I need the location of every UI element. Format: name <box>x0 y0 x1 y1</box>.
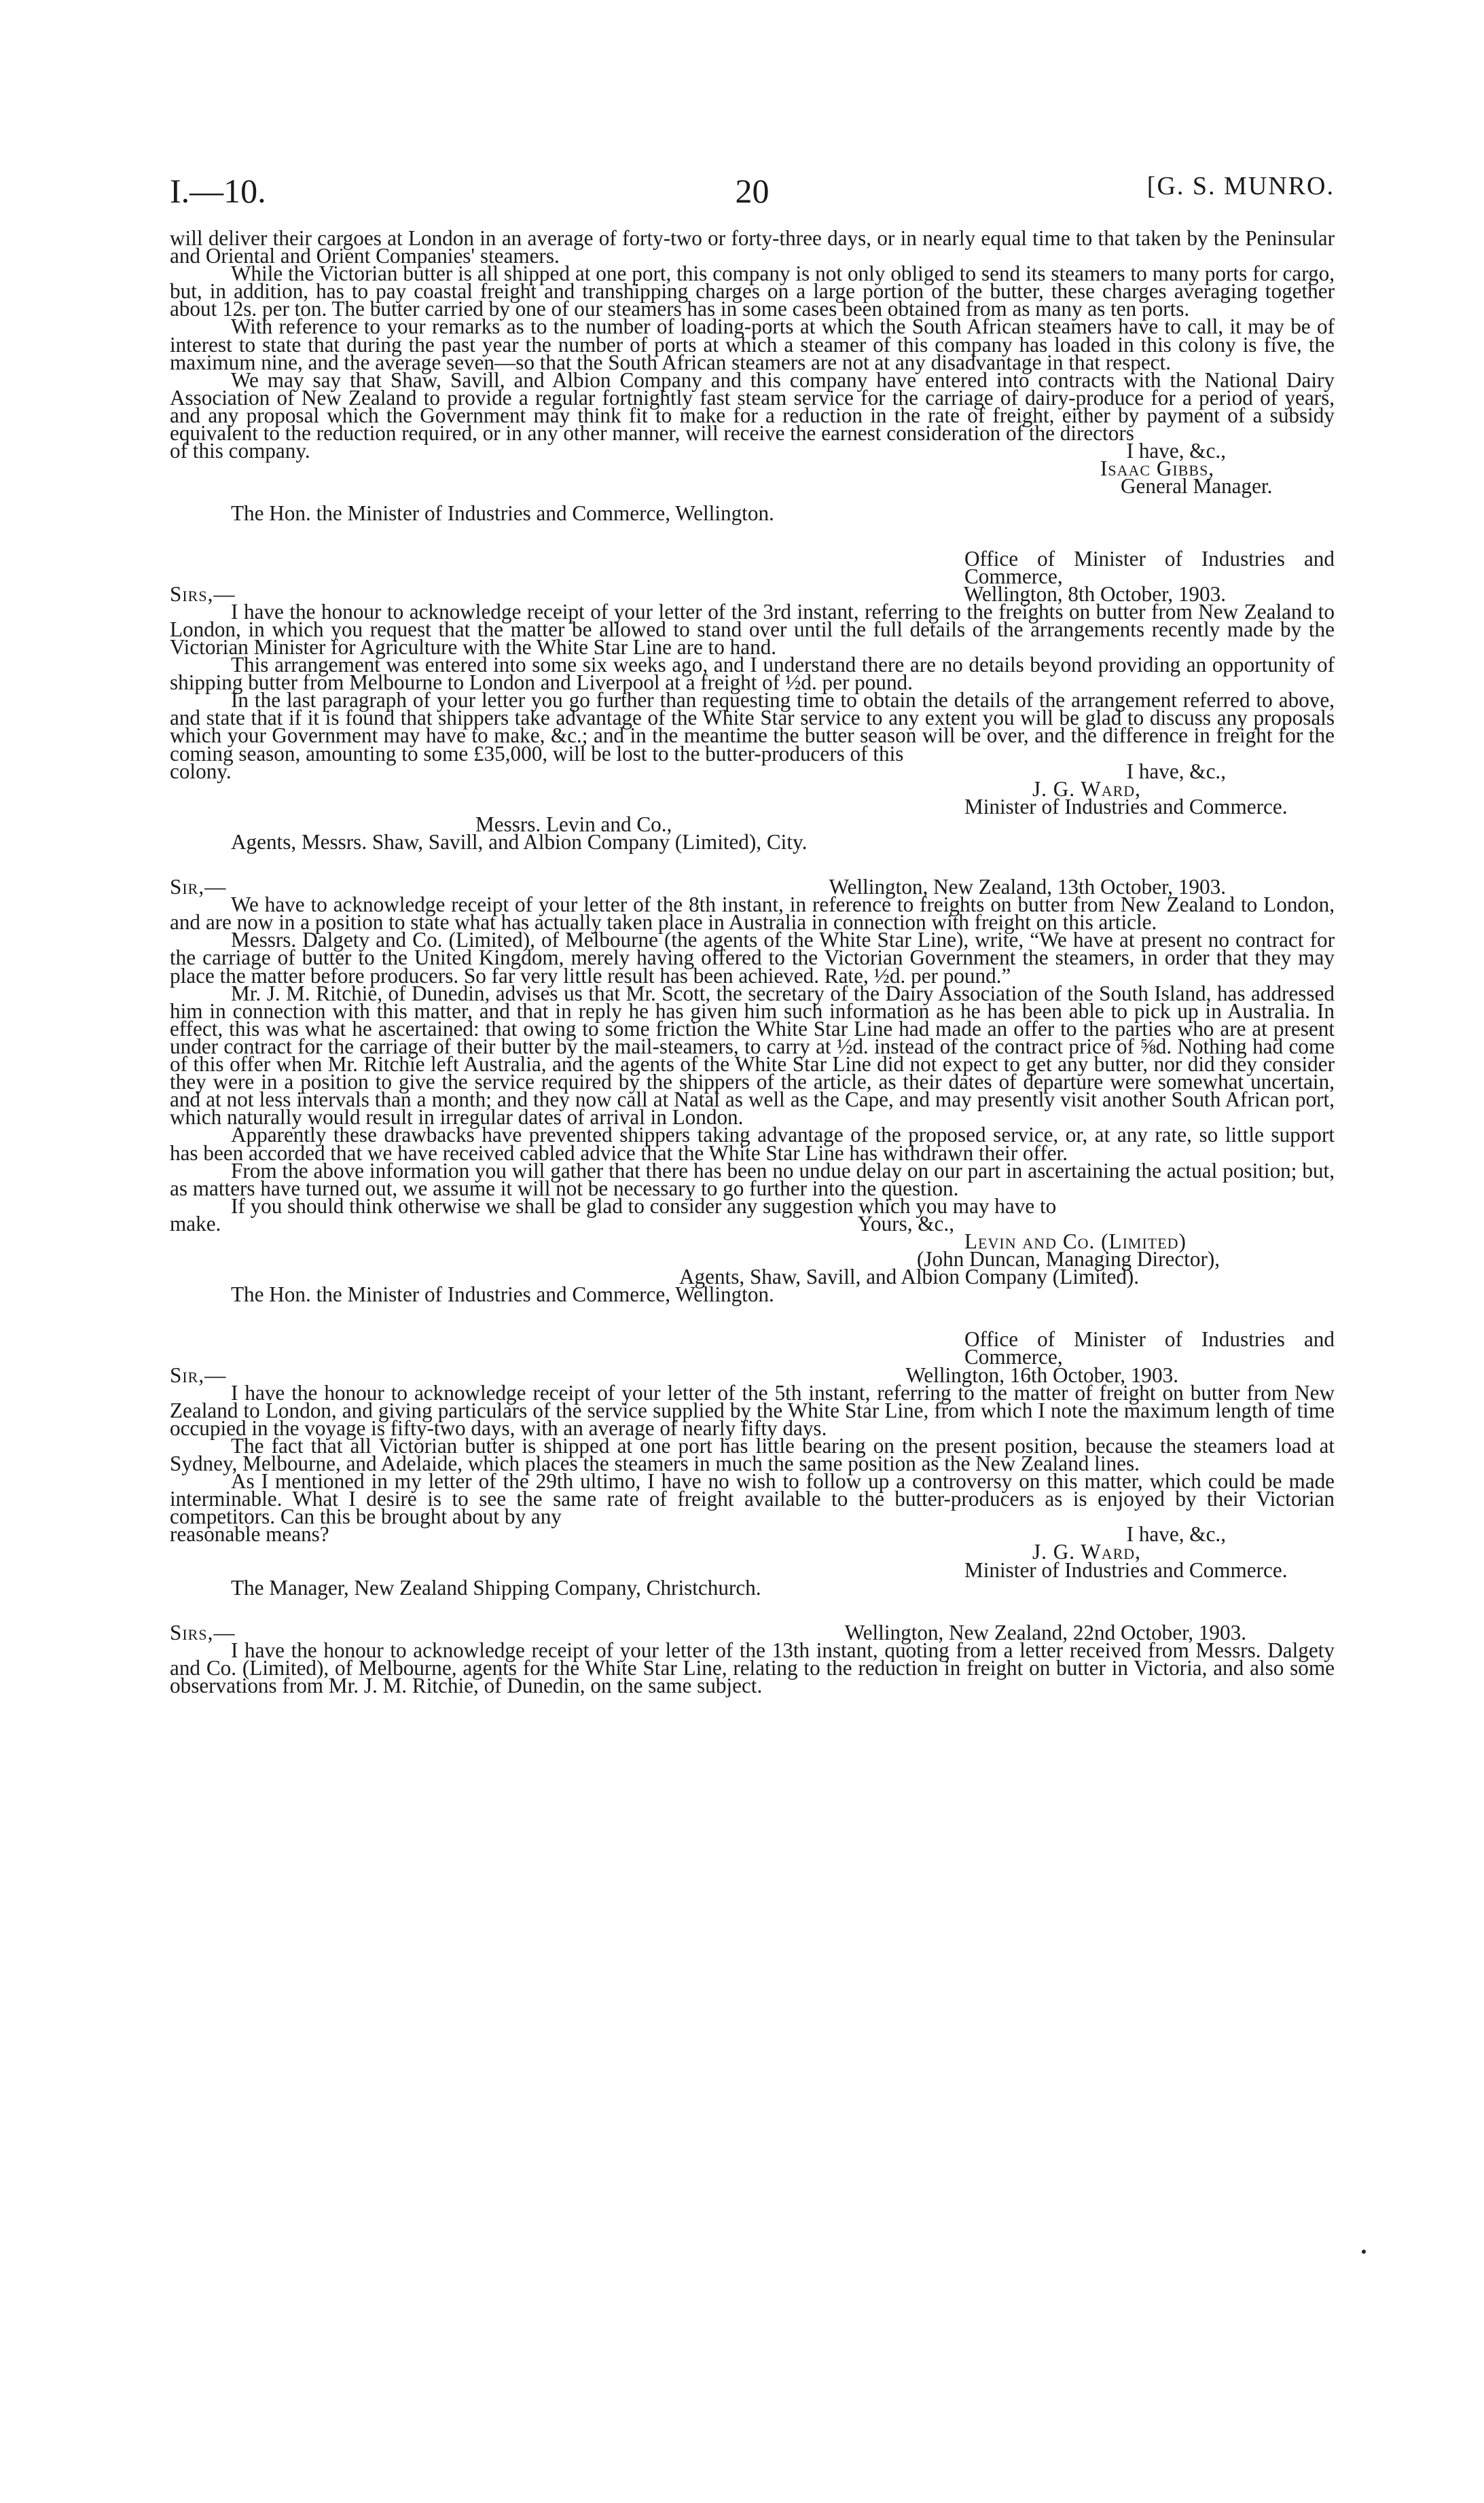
stray-mark <box>1362 2250 1366 2254</box>
office-line: Office of Minister of Industries and Commerce, <box>964 1327 1335 1369</box>
addressee: The Hon. the Minister of Industries and Commerce, Wellington. <box>231 501 774 526</box>
paragraph: I have the honour to acknowledge receipt of your letter of the 5th instant, referring to the matter of freight on butter from New Zealand to London, and giving particulars of the service supplied by the White Star Line, from which I note the maximum length of time occupied in the voyage is fifty-two days, with an average of nearly fifty days. <box>170 1380 1335 1440</box>
paragraph: As I mentioned in my letter of the 29th ultimo, I have no wish to follow up a controversy on this matter, which could be made interminable. What I desire is to see the same rate of freight available to the butter-producers as is enjoyed by their Victorian competitors. Can this be brought about by any <box>170 1469 1335 1529</box>
parliamentary-paper-number: I.—10. <box>170 172 266 210</box>
body-text <box>170 226 1335 1698</box>
closing-lead: reasonable means? <box>170 1522 329 1547</box>
paragraph: We may say that Shaw, Savill, and Albion Company and this company have entered into contracts with the National Dairy Association of New Zealand to provide a regular fortnightly fast steam service for the carriage of dairy-produce for a period of years, and any proposal which the Government may think fit to make for a reduction in the rate of freight, either by payment of a subsidy equivalent to the reduction required, or in any other manner, will receive the earnest consideration of the directors <box>170 367 1335 446</box>
place-date: Wellington, New Zealand, 13th October, 1903. <box>829 875 1226 899</box>
addressee: Agents, Messrs. Shaw, Savill, and Albion Company (Limited), City. <box>231 830 808 854</box>
closing-lead: make. <box>170 1211 221 1236</box>
closing: I have, &c., <box>1126 439 1226 463</box>
salutation: Sir,— <box>170 875 227 899</box>
paragraph: I have the honour to acknowledge receipt of your letter of the 3rd instant, referring to the freights on butter from New Zealand to London, in which you request that the matter be allowed to stand over until the full details of the arrangements recently made by the Victorian Minister for Agriculture with the White Star Line are to hand. <box>170 599 1335 659</box>
place-date: Wellington, 8th October, 1903. <box>963 581 1226 606</box>
salutation: Sirs,— <box>170 581 236 606</box>
paragraph: Messrs. Dalgety and Co. (Limited), of Melbourne (the agents of the White Star Line), write, “We have at present no contract for the carriage of butter to the United Kingdom, merely having offered to the Victorian Government the steamers, in order that they may place the matter before producers. So far very little result has been achieved. Rate, ½d. per pound.” <box>170 928 1335 988</box>
paragraph: Apparently these drawbacks have prevented shippers taking advantage of the proposed service, or, at any rate, so little support has been accorded that we have received cabled advice that the White Star Line has withdrawn their offer. <box>170 1123 1335 1165</box>
paragraph: If you should think otherwise we shall be glad to consider any suggestion which you may have to <box>231 1193 1057 1218</box>
addressee: The Hon. the Minister of Industries and Commerce, Wellington. <box>231 1282 774 1307</box>
paragraph: will deliver their cargoes at London in an average of forty-two or forty-three days, or in nearly equal time to that taken by the Peninsular and Oriental and Orient Companies' steamers. <box>170 226 1335 268</box>
addressee: The Manager, New Zealand Shipping Company, Christchurch. <box>231 1575 761 1600</box>
closing-line <box>170 759 1335 783</box>
place-date: Wellington, 16th October, 1903. <box>905 1363 1178 1387</box>
signature-line: (John Duncan, Managing Director), <box>917 1247 1220 1272</box>
paragraph: This arrangement was entered into some six weeks ago, and I understand there are no details beyond providing an opportunity of shipping butter from Melbourne to London and Liverpool at a freight of ½d. per pound. <box>170 653 1335 695</box>
section-author: [G. S. MUNRO. <box>1146 172 1335 200</box>
page-header <box>170 171 1335 212</box>
salutation: Sir,— <box>170 1363 227 1387</box>
closing-lead: of this company. <box>170 439 310 463</box>
page-number: 20 <box>735 172 770 210</box>
signature-title: Minister of Industries and Commerce. <box>964 794 1288 818</box>
signature-line: Agents, Shaw, Savill, and Albion Company (Limited). <box>679 1265 1140 1289</box>
signature-title: Minister of Industries and Commerce. <box>964 1557 1288 1582</box>
closing: I have, &c., <box>1126 1522 1226 1547</box>
paragraph: We have to acknowledge receipt of your letter of the 8th instant, in reference to freights on butter from New Zealand to London, and are now in a position to state what has actually taken place in Australia in connection with freight on this article. <box>170 893 1335 935</box>
office-line: Office of Minister of Industries and Commerce, <box>964 546 1335 588</box>
paragraph: Mr. J. M. Ritchie, of Dunedin, advises us that Mr. Scott, the secretary of the Dairy Association of the South Island, has addressed him in connection with this matter, and that in reply he has given him such information as he has been able to pick up in Australia. In effect, this was what he ascertained: that owing to some friction the White Star Line had made an offer to the parties who are at present under contract for the carriage of their butter by the mail-steamers, to carry at ½d. instead of the contract price of ⅝d. Nothing had come of this offer when Mr. Ritchie left Australia, and the agents of the White Star Line did not expect to get any butter, nor did they consider they were in a position to give the service required by the shippers of the article, as their dates of departure were somewhat uncertain, and at not less intervals than a month; and they now call at Natal as well as the Cape, and may presently visit another South African port, which naturally would result in irregular dates of arrival in London. <box>170 981 1335 1130</box>
signature-title: General Manager. <box>1121 474 1273 499</box>
closing-lead: colony. <box>170 759 232 783</box>
paragraph: With reference to your remarks as to the number of loading-ports at which the South African steamers have to call, it may be of interest to state that during the past year the number of ports at which a steamer of this company has loaded in this colony is five, the maximum nine, and the average seven—so that the South African steamers are not at any disadvantage in that respect. <box>170 314 1335 374</box>
paragraph: The fact that all Victorian butter is shipped at one port has little bearing on the present position, because the steamers load at Sydney, Melbourne, and Adelaide, which places the steamers in much the same position as the New Zealand lines. <box>170 1433 1335 1475</box>
paragraph: In the last paragraph of your letter you go further than requesting time to obtain the details of the arrangement referred to above, and state that if it is found that shippers take advantage of the White Star service to any extent you will be glad to discuss any proposals which your Government may have to make, &c.; and in the meantime the butter season will be over, and the difference in freight for the coming season, amounting to some £35,000, will be lost to the butter-producers of this <box>170 688 1335 766</box>
closing: I have, &c., <box>1126 759 1226 783</box>
closing-line <box>170 1522 1335 1547</box>
signature: J. G. Ward, <box>1032 1540 1141 1564</box>
closing: Yours, &c., <box>857 1211 954 1236</box>
place-date: Wellington, New Zealand, 22nd October, 1903. <box>844 1620 1246 1644</box>
signature: Isaac Gibbs, <box>1100 456 1215 481</box>
paragraph: I have the honour to acknowledge receipt of your letter of the 13th instant, quoting from a letter received from Messrs. Dalgety and Co. (Limited), of Melbourne, agents for the White Star Line, relating to the reduction in freight on butter in Victoria, and also some observations from Mr. J. M. Ritchie, of Dunedin, on the same subject. <box>170 1638 1335 1698</box>
addressee: Messrs. Levin and Co., <box>475 812 672 836</box>
paragraph: From the above information you will gather that there has been no undue delay on our part in ascertaining the actual position; but, as matters have turned out, we assume it will not be necessary to go further into the question. <box>170 1158 1335 1200</box>
signature: J. G. Ward, <box>1032 776 1141 801</box>
salutation: Sirs,— <box>170 1620 236 1644</box>
signature: Levin and Co. (Limited) <box>964 1229 1187 1253</box>
paragraph: While the Victorian butter is all shipped at one port, this company is not only obliged to send its steamers to many ports for cargo, but, in addition, has to pay coastal freight and transhipping charges on a large portion of the butter, these charges averaging together about 12s. per ton. The butter carried by one of our steamers has in some cases been obtained from as many as ten ports. <box>170 262 1335 321</box>
